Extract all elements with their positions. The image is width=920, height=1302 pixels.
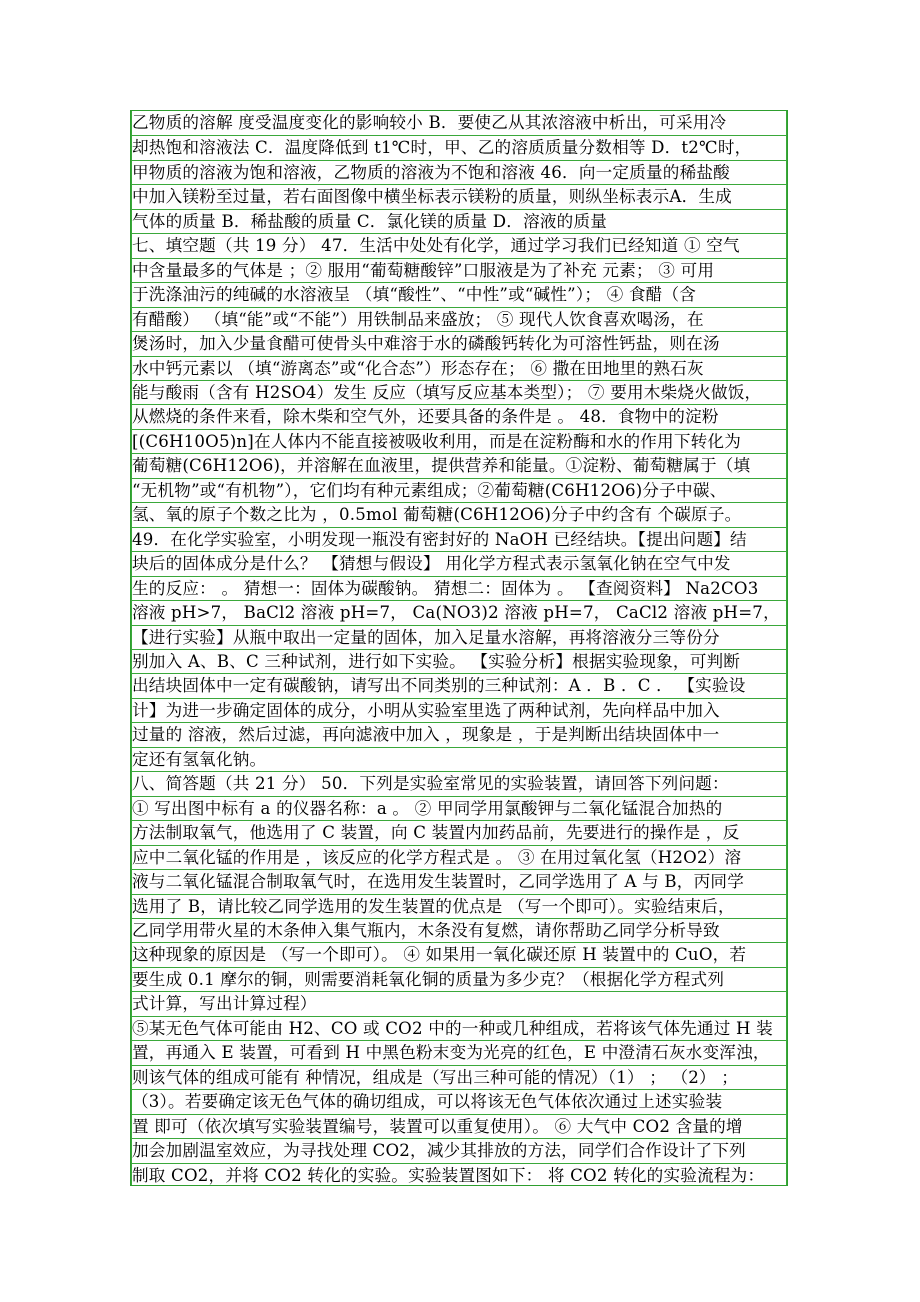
text-line <box>131 845 787 869</box>
text-line-content: 则该气体的组成可能有 种情况，组成是（写出三种可能的情况）（1） ； （2） ； <box>132 1067 739 1087</box>
text-line <box>131 820 787 844</box>
text-line-content: 于洗涤油污的纯碱的水溶液呈 （填“酸性”、“中性”或“碱性”）； ④ 食醋（含 <box>132 285 697 305</box>
text-line <box>131 1089 787 1113</box>
text-line-content: 从燃烧的条件来看，除木柴和空气外，还要具备的条件是 。 48．食物中的淀粉 <box>132 407 719 427</box>
text-line <box>131 356 787 380</box>
text-line-content: 出结块固体中一定有碳酸钠，请写出不同类别的三种试剂：A ．B ．C ． 【实验设 <box>132 676 746 696</box>
text-line-content: 氢、氧的原子个数之比为 ，0.5mol 葡萄糖(C6H12O6)分子中约含有 个碳原子。 <box>132 505 742 525</box>
text-line-content: 葡萄糖(C6H12O6)，并溶解在血液里，提供营养和能量。①淀粉、葡萄糖属于（填 <box>132 456 751 476</box>
text-line <box>131 307 787 331</box>
text-line-content: 生的反应： 。 猜想一：固体为碳酸钠。 猜想二：固体为 。 【查阅资料】 Na2CO3 <box>132 578 759 598</box>
text-line-content: 却热饱和溶液法 C．温度降低到 t1℃时，甲、乙的溶质质量分数相等 D．t2℃时， <box>132 138 752 158</box>
text-line <box>131 1163 787 1187</box>
text-line-content: 七、填空题（共 19 分） 47．生活中处处有化学，通过学习我们已经知道 ① 空气 <box>132 236 740 256</box>
text-line-content: 选用了 B，请比较乙同学选用的发生装置的优点是 （写一个即可）。实验结束后， <box>132 896 735 916</box>
text-line-content: 液与二氧化锰混合制取氧气时，在选用发生装置时，乙同学选用了 A 与 B，丙同学 <box>132 872 744 892</box>
text-line-content: 块后的固体成分是什么？ 【猜想与假设】 用化学方程式表示氢氧化钠在空气中发 <box>132 554 731 574</box>
text-line-content: 计】为进一步确定固体的成分，小明从实验室里选了两种试剂，先向样品中加入 <box>132 700 720 720</box>
text-line <box>131 502 787 526</box>
text-line <box>131 1016 787 1040</box>
text-line <box>131 135 787 159</box>
text-line <box>131 184 787 208</box>
text-line <box>131 894 787 918</box>
text-line-content: 水中钙元素以 （填“游离态”或“化合态”）形态存在； ⑥ 撒在田地里的熟石灰 <box>132 358 704 378</box>
text-line <box>131 796 787 820</box>
text-line <box>131 1138 787 1162</box>
text-line <box>131 722 787 746</box>
text-line-content: 定还有氢氧化钠。 <box>132 749 267 769</box>
text-line <box>131 649 787 673</box>
text-line-content: 过量的 溶液，然后过滤，再向滤液中加入 ，现象是 ，于是判断出结块固体中一 <box>132 725 720 745</box>
text-line <box>131 1114 787 1138</box>
text-line-content: 中含量最多的气体是 ；② 服用“葡萄糖酸锌”口服液是为了补充 元素； ③ 可用 <box>132 260 715 280</box>
text-line <box>131 331 787 355</box>
text-line-content: 方法制取氧气，他选用了 C 装置，向 C 装置内加药品前，先要进行的操作是 ，反 <box>132 823 740 843</box>
text-line-content: （3）。若要确定该无色气体的确切组成，可以将该无色气体依次通过上述实验装 <box>132 1092 723 1112</box>
text-line <box>131 160 787 184</box>
text-line <box>131 1040 787 1064</box>
text-line <box>131 429 787 453</box>
text-line <box>131 258 787 282</box>
text-line-content: 【进行实验】从瓶中取出一定量的固体，加入足量水溶解，再将溶液分三等份分 <box>132 627 720 647</box>
text-line-content: 49．在化学实验室，小明发现一瓶没有密封好的 NaOH 已经结块。【提出问题】结 <box>132 529 747 549</box>
text-line-content: 乙物质的溶解 度受温度变化的影响较小 B．要使乙从其浓溶液中析出，可采用冷 <box>132 113 727 132</box>
text-line-content: 应中二氧化锰的作用是 ，该反应的化学方程式是 。 ③ 在用过氧化氢（H2O2）溶 <box>132 847 742 867</box>
text-line <box>131 527 787 551</box>
text-line <box>131 625 787 649</box>
text-line-content: 加会加剧温室效应，为寻找处理 CO2，减少其排放的方法，同学们合作设计了下列 <box>132 1141 746 1161</box>
text-line <box>131 869 787 893</box>
text-line-content: 别加入 A、B、C 三种试剂，进行如下实验。 【实验分析】根据实验现象，可判断 <box>132 652 741 671</box>
text-line-content: ⑤某无色气体可能由 H2、CO 或 CO2 中的一种或几种组成，若将该气体先通过 H 装 <box>132 1018 773 1038</box>
text-line-content: [(C6H10O5)n]在人体内不能直接被吸收利用，而是在淀粉酶和水的作用下转化为 <box>132 431 742 451</box>
text-line <box>131 673 787 697</box>
text-line-content: 有醋酸） （填“能”或“不能”）用铁制品来盛放； ⑤ 现代人饮食喜欢喝汤，在 <box>132 309 704 329</box>
text-line-content: 这种现象的原因是 （写一个即可）。 ④ 如果用一氧化碳还原 H 装置中的 CuO，若 <box>132 945 747 965</box>
text-line <box>131 942 787 966</box>
text-line <box>131 918 787 942</box>
text-line-content: 甲物质的溶液为饱和溶液，乙物质的溶液为不饱和溶液 46．向一定质量的稀盐酸 <box>132 162 730 182</box>
text-line-content: 八、简答题（共 21 分） 50．下列是实验室常见的实验装置，请回答下列问题： <box>132 774 729 794</box>
document-frame <box>130 110 788 1186</box>
text-line <box>131 991 787 1015</box>
text-line <box>131 233 787 257</box>
text-line <box>131 453 787 477</box>
text-line <box>131 111 787 135</box>
text-line <box>131 478 787 502</box>
text-line <box>131 967 787 991</box>
text-line-content: 置，再通入 E 装置，可看到 H 中黑色粉末变为光亮的红色，E 中澄清石灰水变浑浊， <box>132 1043 770 1063</box>
text-line-content: 中加入镁粉至过量，若右面图像中横坐标表示镁粉的质量，则纵坐标表示A．生成 <box>132 187 732 207</box>
text-line-content: ① 写出图中标有 a 的仪器名称：a 。 ② 甲同学用氯酸钾与二氧化锰混合加热的 <box>132 798 723 818</box>
text-line-content: 溶液 pH>7， BaCl2 溶液 pH=7， Ca(NO3)2 溶液 pH=7， CaCl2 溶液 pH=7， <box>132 603 780 623</box>
text-line-content: 要生成 0.1 摩尔的铜，则需要消耗氧化铜的质量为多少克？（根据化学方程式列 <box>132 969 725 989</box>
text-line <box>131 282 787 306</box>
text-line-content: 气体的质量 B．稀盐酸的质量 C．氯化镁的质量 D．溶液的质量 <box>132 211 608 231</box>
text-line <box>131 1065 787 1089</box>
text-line-content: 式计算，写出计算过程） <box>132 994 317 1014</box>
text-line-content: 制取 CO2，并将 CO2 转化的实验。实验装置图如下： 将 CO2 转化的实验流程为： <box>132 1165 765 1185</box>
text-line <box>131 380 787 404</box>
text-line <box>131 771 787 795</box>
text-line <box>131 209 787 233</box>
text-line-content: 煲汤时，加入少量食醋可使骨头中难溶于水的磷酸钙转化为可溶性钙盐，则在汤 <box>132 334 720 354</box>
text-line <box>131 551 787 575</box>
text-line <box>131 600 787 624</box>
text-line-content: 能与酸雨（含有 H2SO4）发生 反应（填写反应基本类型）； ⑦ 要用木柴烧火做饭， <box>132 383 762 402</box>
text-line <box>131 698 787 722</box>
text-line-content: 乙同学用带火星的木条伸入集气瓶内，木条没有复燃，请你帮助乙同学分析导致 <box>132 921 720 940</box>
text-line-content: “无机物”或“有机物”），它们均有种元素组成；②葡萄糖(C6H12O6)分子中碳、 <box>132 480 727 500</box>
text-line <box>131 747 787 771</box>
text-line-content: 置 即可（依次填写实验装置编号，装置可以重复使用）。 ⑥ 大气中 CO2 含量的增 <box>132 1116 743 1136</box>
text-line <box>131 404 787 428</box>
text-line <box>131 576 787 600</box>
